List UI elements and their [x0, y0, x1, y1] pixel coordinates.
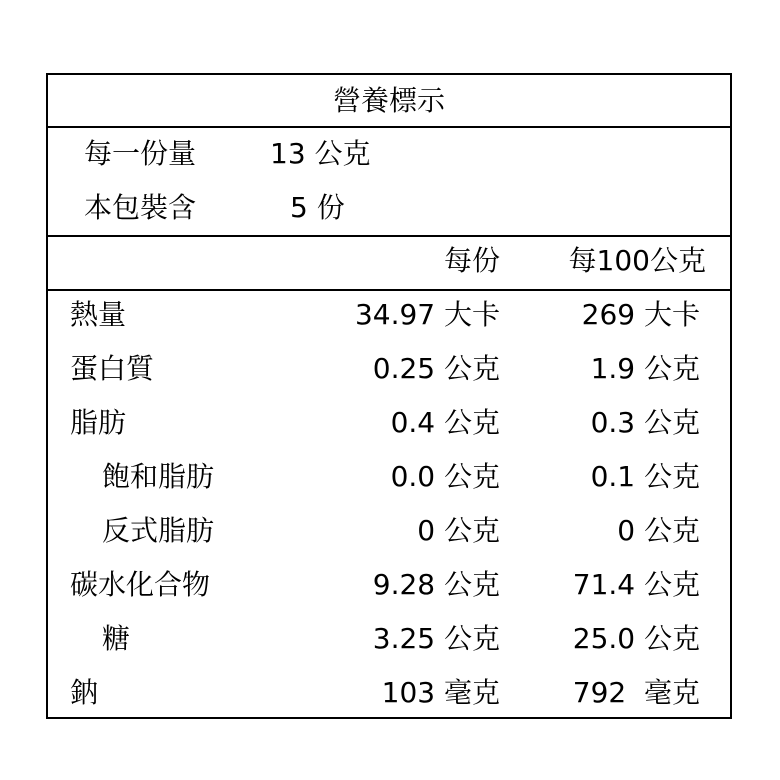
nutrient-value-per-serving: 9.28 公克 — [372, 568, 500, 601]
divider — [48, 126, 730, 128]
divider — [48, 235, 730, 237]
serving-size-label: 每一份量 — [84, 137, 197, 170]
nutrient-value-per-100g: 792 毫克 — [572, 676, 700, 709]
nutrient-value-per-100g: 0.1 公克 — [590, 460, 700, 493]
nutrient-value-per-serving: 0 公克 — [417, 514, 500, 547]
column-header-per-serving: 每份 — [443, 244, 500, 277]
nutrient-value-per-100g: 25.0 公克 — [572, 622, 700, 655]
nutrient-name: 反式脂肪 — [102, 514, 215, 547]
nutrient-value-per-serving: 0.25 公克 — [372, 352, 500, 385]
column-header-per-100g: 每100公克 — [568, 244, 706, 277]
servings-per-package-value: 5 份 — [290, 191, 345, 224]
nutrient-value-per-100g: 0 公克 — [617, 514, 700, 547]
nutrient-value-per-100g: 71.4 公克 — [572, 568, 700, 601]
nutrient-value-per-serving: 34.97 大卡 — [354, 298, 500, 331]
nutrient-name: 碳水化合物 — [70, 568, 211, 601]
nutrient-name: 蛋白質 — [70, 352, 155, 385]
nutrient-value-per-serving: 103 毫克 — [381, 676, 500, 709]
nutrient-value-per-serving: 3.25 公克 — [372, 622, 500, 655]
servings-per-package-label: 本包裝含 — [84, 191, 197, 224]
nutrient-name: 糖 — [102, 622, 131, 655]
nutrient-name: 飽和脂肪 — [102, 460, 215, 493]
nutrient-value-per-serving: 0.0 公克 — [390, 460, 500, 493]
nutrition-facts-panel — [46, 73, 732, 719]
nutrient-value-per-100g: 1.9 公克 — [590, 352, 700, 385]
nutrient-name: 脂肪 — [70, 406, 127, 439]
nutrient-name: 熱量 — [70, 298, 127, 331]
divider — [48, 289, 730, 291]
nutrient-name: 鈉 — [70, 676, 99, 709]
serving-size-value: 13 公克 — [270, 137, 371, 170]
nutrient-value-per-100g: 0.3 公克 — [590, 406, 700, 439]
nutrient-value-per-100g: 269 大卡 — [581, 298, 700, 331]
nutrient-value-per-serving: 0.4 公克 — [390, 406, 500, 439]
panel-title: 營養標示 — [332, 84, 445, 117]
